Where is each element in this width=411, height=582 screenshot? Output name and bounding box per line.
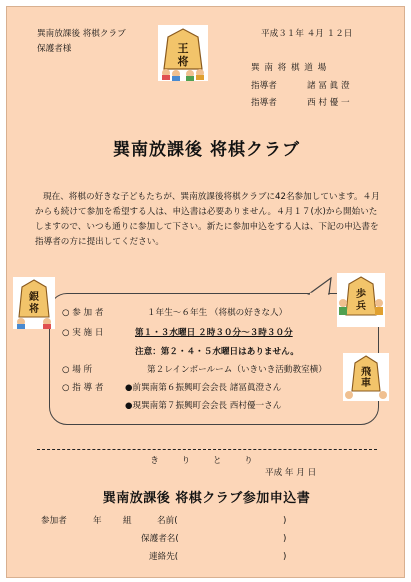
place-label: ○ 場 所 <box>62 365 93 375</box>
cut-line <box>37 449 377 450</box>
form-guardian-label: 保護者名( <box>141 534 179 544</box>
form-contact-label: 連絡先( <box>149 552 179 562</box>
header-organization: 巽 南 将 棋 道 場 <box>251 63 328 73</box>
king-piece-text-top: 王 <box>177 42 189 55</box>
form-guardian-close: ) <box>283 534 287 544</box>
leader2-value: ●現巽南第７振興町会会長 西村優一さん <box>125 401 282 411</box>
svg-text:飛: 飛 <box>361 367 371 378</box>
header-club-name: 巽南放課後 将棋クラブ <box>37 29 126 39</box>
intro-paragraph: 現在、将棋の好きな子どもたちが、巽南放課後将棋クラブに42名参加しています。４月からも続けて参加を希望する人は、申込書は必要ありません。４月１７(水)から開始いたしますので、いつも通りに参加して下さい。新たに参加申込をする人は、下記の申込書を指導者の方に提出してください。 <box>35 192 380 247</box>
form-contact-close: ) <box>283 552 287 562</box>
svg-text:将: 将 <box>177 55 189 68</box>
leader1-value: ●前巽南第６振興町会会長 諸冨眞澄さん <box>125 383 282 393</box>
place-value: 第２レインボールーム（いきいき活動教室横） <box>147 365 327 375</box>
form-class-label: 組 <box>123 516 132 526</box>
date-label: ○ 実 施 日 <box>62 328 104 338</box>
header-leader1-role: 指導者 <box>251 81 277 91</box>
flyer-sheet <box>6 6 405 578</box>
svg-text:銀: 銀 <box>29 292 39 303</box>
header-leader1-name: 諸 冨 眞 澄 <box>307 81 350 91</box>
svg-text:将: 将 <box>29 304 39 315</box>
form-grade-label: 参加者 <box>41 516 67 526</box>
leader-label: ○ 指 導 者 <box>62 383 104 393</box>
participants-label: ○ 参 加 者 <box>62 308 104 318</box>
header-recipient: 保護者様 <box>37 44 72 54</box>
form-year-label: 年 <box>93 516 102 526</box>
participants-value: １年生～６年生 （将棋の好きな人） <box>147 308 288 318</box>
rook-piece-illustration <box>343 353 389 401</box>
schedule-note: 注意：第２・４・５水曜日はありません。 <box>135 347 299 357</box>
svg-text:兵: 兵 <box>356 301 366 312</box>
king-piece-illustration <box>158 25 208 81</box>
form-title: 巽南放課後 将棋クラブ参加申込書 <box>102 491 311 506</box>
date-value: 第１・３水曜日 ２時３０分～３時３０分 <box>135 328 293 338</box>
flyer-title: 巽南放課後 将棋クラブ <box>113 140 300 160</box>
form-name-close: ) <box>283 516 287 526</box>
header-date: 平成３１年 ４月 １２日 <box>261 29 353 39</box>
cut-label: き り と り <box>150 456 263 466</box>
pawn-piece-illustration <box>337 273 385 327</box>
form-name-label: 名前( <box>157 516 178 526</box>
form-date-line: 平成 年 月 日 <box>265 468 317 478</box>
header-leader2-role: 指導者 <box>251 98 277 108</box>
header-leader2-name: 西 村 優 一 <box>307 98 350 108</box>
silver-piece-illustration <box>13 277 55 329</box>
svg-text:歩: 歩 <box>356 289 366 300</box>
svg-text:車: 車 <box>361 378 371 389</box>
